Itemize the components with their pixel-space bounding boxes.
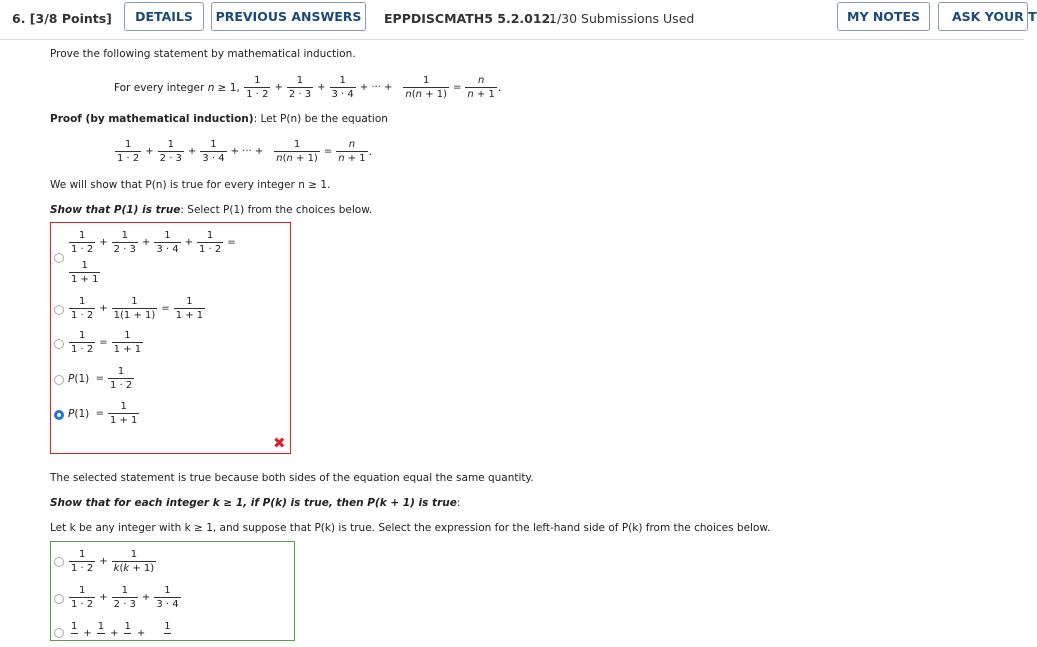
submissions-count: 1/30 Submissions Used bbox=[549, 11, 695, 26]
assignment-id: EPPDISCMATH5 5.2.012. bbox=[384, 11, 555, 26]
show-pk-heading: Show that for each integer k ≥ 1, if P(k) is true, then P(k + 1) is true bbox=[50, 497, 457, 509]
pk-choice-2-radio[interactable] bbox=[54, 594, 64, 604]
pk-choice-3[interactable]: 1 + 1 + 1 + 1 bbox=[68, 620, 174, 647]
pn-equation: $\frac{1}{1 \cdot 2}$ + $\frac{1}{2 \cdot 3}$ + $\frac{1}{3 \cdot 4}$ + ··· + $\frac{1}{n(n + 1)}$ = $\frac{n}{n + 1}$ . bbox=[117, 139, 373, 164]
question-points: 6. [3/8 Points] bbox=[12, 11, 112, 26]
p1-choice-2-radio[interactable] bbox=[54, 305, 64, 315]
statement-prefix: For every integer bbox=[114, 81, 205, 94]
p1-choice-1-rhs: $\frac{1}{1 + 1}$ bbox=[71, 260, 99, 285]
show-p1-heading: Show that P(1) is true bbox=[50, 204, 181, 216]
p1-choice-3[interactable]: $\frac{1}{1 \cdot 2}$ = $\frac{1}{1 + 1}$ bbox=[71, 330, 142, 355]
prompt-text: Prove the following statement by mathematical induction. bbox=[50, 48, 356, 60]
proof-heading: Proof (by mathematical induction) bbox=[50, 113, 254, 125]
pk-choice-3-radio[interactable] bbox=[54, 628, 64, 638]
p1-choice-4-radio[interactable] bbox=[54, 375, 64, 385]
statement-equation: For every integer n ≥ 1, $\frac{1}{1 \cdot 2}$ + $\frac{1}{2 \cdot 3}$ + $\frac{1}{3 \cdot 4}$ + ··· + $\frac{1}{n(n + 1)}$ = $\frac{n}{n + 1}$ . bbox=[114, 75, 502, 100]
show-p1-instruction: : Select P(1) from the choices below. bbox=[180, 204, 373, 216]
p1-choices-box bbox=[50, 222, 291, 454]
proof-let: : Let P(n) be the equation bbox=[253, 113, 388, 125]
pk-choice-1[interactable]: $\frac{1}{1 \cdot 2}$ + $\frac{1}{k(k + 1)}$ bbox=[71, 549, 155, 574]
p1-choice-5-radio[interactable] bbox=[54, 410, 64, 420]
show-p1-line bbox=[50, 204, 372, 216]
p1-choice-5[interactable]: P (1) = $\frac{1}{1 + 1}$ bbox=[68, 401, 138, 426]
will-show-text: We will show that P(n) is true for every integer n ≥ 1. bbox=[50, 179, 331, 191]
pk-choices-box bbox=[50, 541, 295, 641]
ask-teacher-button[interactable]: ASK YOUR T bbox=[938, 2, 1028, 31]
p1-choice-1[interactable]: $\frac{1}{1 \cdot 2}$ + $\frac{1}{2 \cdot 3}$ + $\frac{1}{3 \cdot 4}$ + $\frac{1}{1 \cdot 2}$ = bbox=[71, 230, 236, 255]
p1-choice-3-radio[interactable] bbox=[54, 339, 64, 349]
show-pk-colon: : bbox=[456, 497, 461, 509]
show-pk-line bbox=[50, 497, 460, 509]
my-notes-button[interactable]: MY NOTES bbox=[837, 2, 930, 31]
details-button[interactable]: DETAILS bbox=[124, 2, 204, 31]
proof-line bbox=[50, 113, 388, 125]
incorrect-x-icon: ✖ bbox=[273, 434, 286, 452]
p1-choice-1-radio[interactable] bbox=[54, 253, 64, 263]
p1-choice-4[interactable]: P (1) = $\frac{1}{1 \cdot 2}$ bbox=[68, 366, 133, 391]
question-header bbox=[0, 0, 1037, 40]
p1-result-text: The selected statement is true because both sides of the equation equal the same quantity. bbox=[50, 472, 534, 484]
pk-choice-2[interactable]: $\frac{1}{1 \cdot 2}$ + $\frac{1}{2 \cdot 3}$ + $\frac{1}{3 \cdot 4}$ bbox=[71, 585, 179, 610]
p1-choice-2[interactable]: $\frac{1}{1 \cdot 2}$ + $\frac{1}{1(1 + 1)}$ = $\frac{1}{1 + 1}$ bbox=[71, 296, 204, 321]
let-k-text: Let k be any integer with k ≥ 1, and suppose that P(k) is true. Select the expression for the left-hand side of P(k) from the choices below. bbox=[50, 522, 771, 534]
previous-answers-button[interactable]: PREVIOUS ANSWERS bbox=[211, 2, 366, 31]
pk-choice-1-radio[interactable] bbox=[54, 557, 64, 567]
header-divider bbox=[0, 39, 1024, 40]
